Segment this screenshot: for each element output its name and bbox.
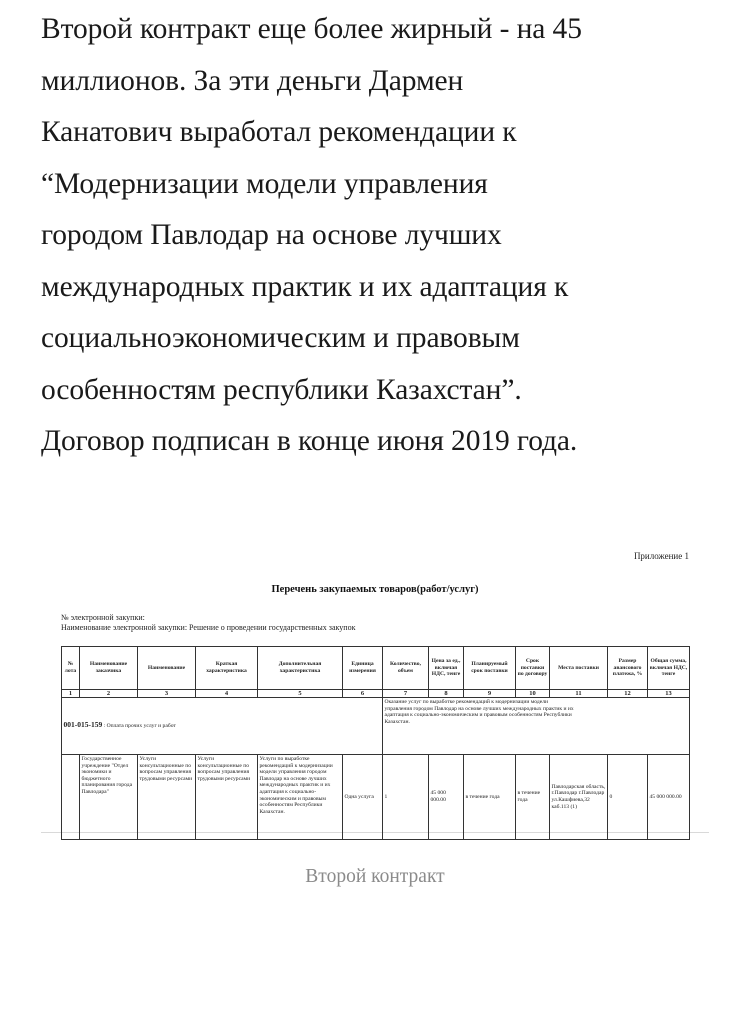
column-number: 13 xyxy=(648,690,690,698)
column-header: № лота xyxy=(62,647,80,690)
image-caption: Второй контракт xyxy=(305,866,445,887)
document-scan-image[interactable] xyxy=(41,540,709,833)
column-number: 8 xyxy=(429,690,464,698)
brief-cell: Услуги консультационные по вопросам управления трудовыми ресурсами xyxy=(196,755,258,840)
column-number: 6 xyxy=(343,690,383,698)
article-line: “Модернизации модели управления xyxy=(41,167,488,200)
lot-description xyxy=(383,698,690,755)
article-line: Канатович выработал рекомендации к xyxy=(41,116,517,148)
column-header: Наименование заказчика xyxy=(80,647,138,690)
table-header-row xyxy=(62,647,690,690)
column-header: Краткая характеристика xyxy=(196,647,258,690)
contract-term-cell: в течение года xyxy=(516,755,550,840)
column-header: Планируемый срок поставки xyxy=(464,647,516,690)
column-number: 12 xyxy=(608,690,648,698)
lot-service: : Оплата прочих услуг и работ xyxy=(103,723,176,730)
procurement-table xyxy=(61,646,690,840)
lot-section-row xyxy=(62,698,690,755)
unit-cell: Одна услуга xyxy=(343,755,383,840)
lot-description-text: Оказание услуг по выработке рекомендаций к модернизации модели управления городом Павлодар на основе лучших международных практик и их адаптация к социально-экономическим и правовым особенностям Республики Казахстан. xyxy=(384,699,574,725)
document-title: Перечень закупаемых товаров(работ/услуг) xyxy=(271,584,479,595)
lot-cell xyxy=(62,698,383,755)
procurement-number-label: № электронной закупки: xyxy=(61,613,145,622)
lot-number-cell xyxy=(62,755,80,840)
column-header: Места поставки xyxy=(550,647,608,690)
price-cell: 45 000 000.00 xyxy=(429,755,464,840)
total-cell: 45 000 000.00 xyxy=(648,755,690,840)
name-cell: Услуги консультационные по вопросам управления трудовыми ресурсами xyxy=(138,755,196,840)
column-header: Количество, объем xyxy=(383,647,429,690)
column-number: 11 xyxy=(550,690,608,698)
column-number: 2 xyxy=(80,690,138,698)
column-number: 3 xyxy=(138,690,196,698)
article-line: особенностям республики Казахстан”. xyxy=(41,373,522,406)
column-header: Срок поставки по договору xyxy=(516,647,550,690)
article-line: Договор подписан в конце июня 2019 года. xyxy=(41,425,578,457)
column-header: Наименование xyxy=(138,647,196,690)
article-line: международных практик и их адаптация к xyxy=(41,270,569,303)
article-line: социальноэкономическим и правовым xyxy=(41,322,520,354)
additional-cell: Услуги по выработке рекомендаций к модернизации модели управления городом Павлодар на основе лучших международных практик и их адаптация к социально-экономическим и правовым особенностям Республики Казахстан. xyxy=(258,755,343,840)
column-number: 5 xyxy=(258,690,343,698)
article-line: миллионов. За эти деньги Дармен xyxy=(41,64,464,97)
column-number: 4 xyxy=(196,690,258,698)
column-number: 7 xyxy=(383,690,429,698)
column-header: Размер авансового платежа, % xyxy=(608,647,648,690)
quantity-cell: 1 xyxy=(383,755,429,840)
column-header: Общая сумма, включая НДС, тенге xyxy=(648,647,690,690)
appendix-label: Приложение 1 xyxy=(633,551,689,561)
procurement-name-label: Наименование электронной закупки: Решение о проведении государственных закупок xyxy=(61,623,356,632)
place-cell: Павлодарская область, г.Павлодар г.Павлодар ул.Кашфиева,32 каб.113 (1) xyxy=(550,755,608,840)
planned-term-cell: в течение года xyxy=(464,755,516,840)
column-number-row xyxy=(62,690,690,698)
column-header: Цена за ед., включая НДС, тенге xyxy=(429,647,464,690)
article-line: Второй контракт еще более жирный - на 45 xyxy=(41,13,582,45)
column-number: 9 xyxy=(464,690,516,698)
column-number: 1 xyxy=(62,690,80,698)
article-text xyxy=(41,4,721,468)
column-header: Единица измерения xyxy=(343,647,383,690)
lot-code: 001-015-159 xyxy=(63,720,103,730)
article-line: городом Павлодар на основе лучших xyxy=(41,219,502,251)
column-header: Дополнительная характеристика xyxy=(258,647,343,690)
table-row xyxy=(62,755,690,840)
customer-cell: Государственное учреждение "Отдел экономики и бюджетного планирования города Павлодара" xyxy=(80,755,138,840)
advance-cell: 0 xyxy=(608,755,648,840)
document-meta xyxy=(61,613,355,633)
column-number: 10 xyxy=(516,690,550,698)
